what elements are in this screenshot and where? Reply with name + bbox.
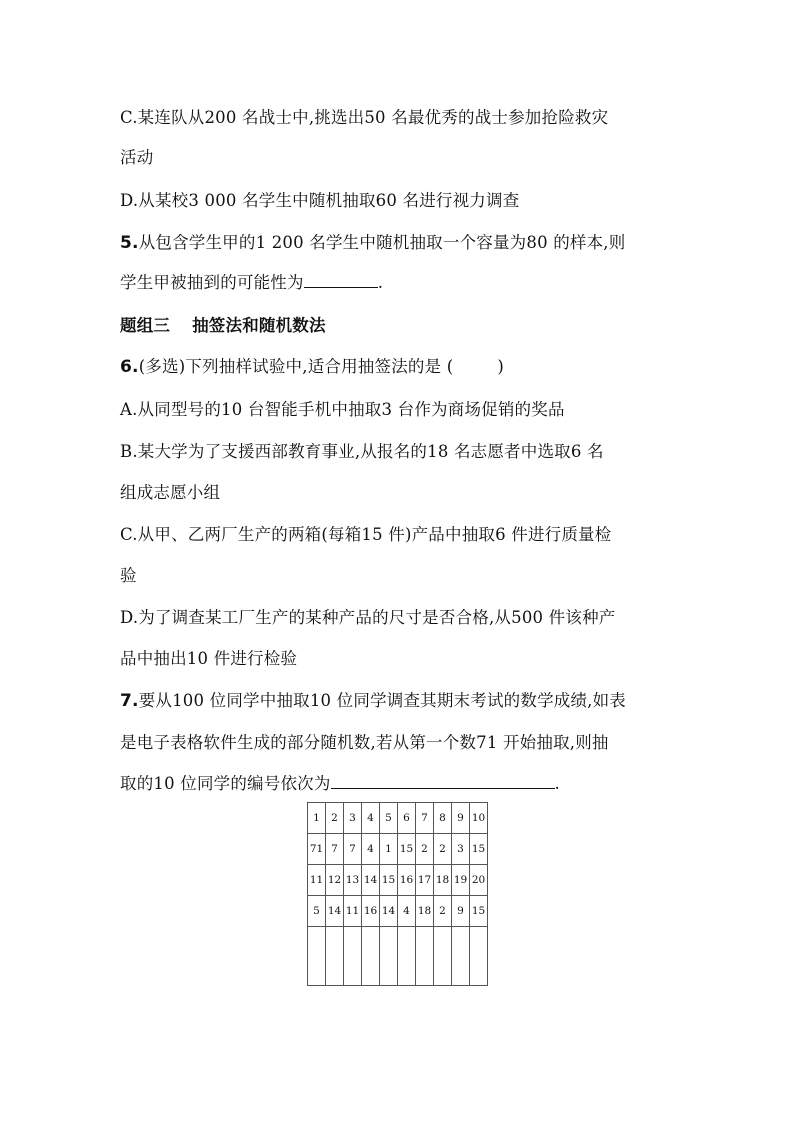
table-cell	[416, 927, 434, 986]
table-cell: 2	[434, 896, 452, 927]
question-7-text-end: 取的10 位同学的编号依次为	[120, 774, 331, 793]
question-5-period: .	[377, 273, 384, 292]
table-cell: 7	[416, 803, 434, 834]
question-7-line3	[120, 772, 680, 796]
question-6-number: 6.	[120, 357, 139, 377]
table-cell: 6	[398, 803, 416, 834]
q6-option-c-line1	[120, 523, 680, 547]
question-5-text: 从包含学生甲的1 200 名学生中随机抽取一个容量为80 的样本,则	[138, 233, 626, 252]
table-cell	[434, 927, 452, 986]
answer-paren-close: )	[497, 357, 505, 376]
table-cell: 18	[434, 865, 452, 896]
table-cell: 15	[470, 834, 488, 865]
section-title: 抽签法和随机数法	[192, 316, 326, 335]
question-5-number: 5.	[120, 233, 139, 253]
table-row	[308, 865, 488, 896]
table-cell: 1	[380, 834, 398, 865]
answer-blank[interactable]	[304, 271, 378, 288]
table-cell: 19	[452, 865, 470, 896]
q6-option-a-text: A.从同型号的10 台智能手机中抽取3 台作为商场促销的奖品	[120, 400, 565, 419]
section-heading	[120, 314, 680, 338]
q6-option-a	[120, 398, 680, 422]
table-cell: 9	[452, 803, 470, 834]
question-5-line1	[120, 231, 680, 255]
table-cell: 3	[452, 834, 470, 865]
table-cell: 14	[326, 896, 344, 927]
q6-option-b-line1	[120, 440, 680, 464]
question-5-line2	[120, 271, 680, 295]
table-row	[308, 803, 488, 834]
table-row	[308, 834, 488, 865]
q4-option-d-text: D.从某校3 000 名学生中随机抽取60 名进行视力调查	[120, 191, 520, 210]
q6-option-d-text-cont: 品中抽出10 件进行检验	[120, 649, 298, 668]
question-7-number: 7.	[120, 691, 139, 711]
question-7-period: .	[554, 774, 560, 793]
question-6-stem	[120, 355, 680, 379]
table-cell: 17	[416, 865, 434, 896]
table-cell: 16	[398, 865, 416, 896]
table-cell: 10	[470, 803, 488, 834]
random-number-table	[307, 802, 488, 986]
question-7-line1	[120, 689, 680, 713]
q6-option-d-text: D.为了调查某工厂生产的某种产品的尺寸是否合格,从500 件该种产	[120, 608, 616, 627]
q6-option-c-line2	[120, 564, 680, 588]
table-row	[308, 896, 488, 927]
table-cell: 5	[308, 896, 326, 927]
table-cell	[326, 927, 344, 986]
table-row	[308, 927, 488, 986]
q4-option-c-line1	[120, 106, 680, 130]
answer-blank[interactable]	[331, 772, 555, 789]
table-cell: 4	[398, 896, 416, 927]
question-7-line2	[120, 731, 680, 755]
question-7-text-cont: 是电子表格软件生成的部分随机数,若从第一个数71 开始抽取,则抽	[120, 733, 609, 752]
question-5-text-cont: 学生甲被抽到的可能性为	[120, 273, 304, 292]
question-6-text: (多选)下列抽样试验中,适合用抽签法的是	[138, 357, 442, 376]
table-cell	[362, 927, 380, 986]
table-cell: 2	[416, 834, 434, 865]
table-cell: 2	[434, 834, 452, 865]
table-cell: 8	[434, 803, 452, 834]
q6-option-c-text: C.从甲、乙两厂生产的两箱(每箱15 件)产品中抽取6 件进行质量检	[120, 525, 612, 544]
table-cell: 13	[344, 865, 362, 896]
table-cell: 15	[398, 834, 416, 865]
table-cell: 16	[362, 896, 380, 927]
q4-option-c-text: C.某连队从200 名战士中,挑选出50 名最优秀的战士参加抢险救灾	[120, 108, 609, 127]
table-cell: 5	[380, 803, 398, 834]
table-cell: 20	[470, 865, 488, 896]
q6-option-b-text: B.某大学为了支援西部教育事业,从报名的18 名志愿者中选取6 名	[120, 442, 604, 461]
table-cell: 14	[362, 865, 380, 896]
table-cell: 2	[326, 803, 344, 834]
q6-option-d-line1	[120, 606, 680, 630]
table-cell: 71	[308, 834, 326, 865]
table-cell: 18	[416, 896, 434, 927]
table-cell: 7	[344, 834, 362, 865]
q4-option-d	[120, 189, 680, 213]
table-cell	[398, 927, 416, 986]
table-cell: 3	[344, 803, 362, 834]
table-cell: 11	[308, 865, 326, 896]
q6-option-b-line2	[120, 481, 680, 505]
table-cell: 4	[362, 834, 380, 865]
table-cell	[380, 927, 398, 986]
table-cell: 9	[452, 896, 470, 927]
table-cell: 15	[470, 896, 488, 927]
table-cell	[344, 927, 362, 986]
q6-option-d-line2	[120, 647, 680, 671]
section-label: 题组三	[120, 316, 171, 335]
table-cell: 15	[380, 865, 398, 896]
table-cell: 1	[308, 803, 326, 834]
table-cell: 12	[326, 865, 344, 896]
table-cell: 4	[362, 803, 380, 834]
q6-option-b-text-cont: 组成志愿小组	[120, 483, 221, 502]
table-cell	[470, 927, 488, 986]
table-cell	[452, 927, 470, 986]
q4-option-c-line2	[120, 146, 680, 170]
table-cell: 14	[380, 896, 398, 927]
q4-option-c-text-cont: 活动	[120, 148, 154, 167]
table-cell: 11	[344, 896, 362, 927]
table-cell: 7	[326, 834, 344, 865]
table-cell	[308, 927, 326, 986]
answer-paren-open: (	[446, 357, 454, 376]
question-7-text: 要从100 位同学中抽取10 位同学调查其期末考试的数学成绩,如表	[138, 691, 627, 710]
q6-option-c-text-cont: 验	[120, 566, 137, 585]
